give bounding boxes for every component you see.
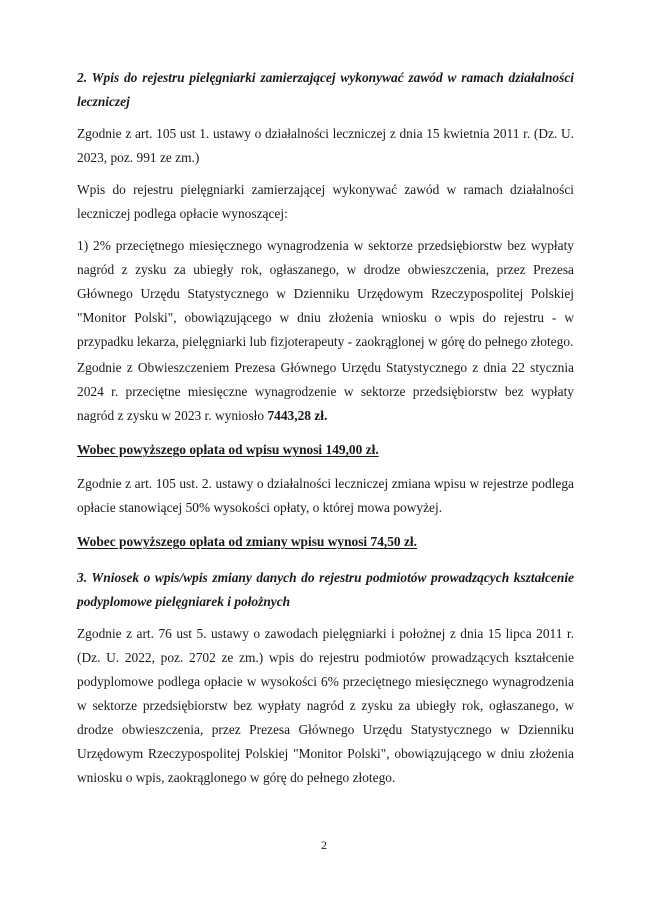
- average-salary-amount: 7443,28 zł.: [267, 408, 328, 423]
- change-fee-summary: Wobec powyższego opłata od zmiany wpisu wynosi 74,50 zł.: [77, 534, 417, 549]
- section-2-paragraph-fee-intro: Wpis do rejestru pielęgniarki zamierzającej wykonywać zawód w ramach działalności leczniczej podlega opłacie wynoszącej:: [77, 182, 574, 221]
- page-number: 2: [321, 838, 327, 852]
- section-2-paragraph-legal-basis: Zgodnie z art. 105 ust 1. ustawy o działalności leczniczej z dnia 15 kwietnia 2011 r. (Dz. U. 2023, poz. 991 ze zm.): [77, 126, 574, 165]
- section-2-paragraph-announcement: [77, 356, 574, 428]
- section-2-paragraph-fee-rule: 1) 2% przeciętnego miesięcznego wynagrodzenia w sektorze przedsiębiorstw bez wypłaty nagród z zysku za ubiegły rok, ogłaszanego, w drodze obwieszczenia, przez Prezesa Głównego Urzędu Statystycznego w Dzienniku Urzędowym Rzeczypospolitej Polskiej "Monitor Polski", obowiązującego w dniu złożenia wniosku o wpis do rejestru - w przypadku lekarza, pielęgniarki lub fizjoterapeuty - zaokrąglonej w górę do pełnego złotego.: [77, 238, 574, 349]
- section-2-heading: 2. Wpis do rejestru pielęgniarki zamierzającej wykonywać zawód w ramach działalności leczniczej: [77, 70, 574, 109]
- section-3-heading: 3. Wniosek o wpis/wpis zmiany danych do rejestru podmiotów prowadzących kształcenie podyplomowe pielęgniarek i położnych: [77, 570, 574, 609]
- section-3-paragraph-legal-basis: Zgodnie z art. 76 ust 5. ustawy o zawodach pielęgniarki i położnej z dnia 15 lipca 2011 r. (Dz. U. 2022, poz. 2702 ze zm.) wpis do rejestru podmiotów prowadzących kształcenie podyplomowe podlega opłacie w wysokości 6% przeciętnego miesięcznego wynagrodzenia w sektorze przedsiębiorstw bez wypłaty nagród z zysku za ubiegły rok, ogłaszanego, w drodze obwieszczenia, przez Prezesa Głównego Urzędu Statystycznego w Dzienniku Urzędowym Rzeczypospolitej Polskiej "Monitor Polski", obowiązującego w dniu złożenia wniosku o wpis, zaokrąglonego w górę do pełnego złotego.: [77, 626, 574, 785]
- announcement-text: Zgodnie z Obwieszczeniem Prezesa Głównego Urzędu Statystycznego z dnia 22 stycznia 2024 r. przeciętne miesięczne wynagrodzenie w sektorze przedsiębiorstw bez wypłaty nagród z zysku w 2023 r. wyniosło: [77, 360, 574, 423]
- entry-fee-summary: Wobec powyższego opłata od wpisu wynosi 149,00 zł.: [77, 442, 379, 457]
- section-2-paragraph-change-fee: Zgodnie z art. 105 ust. 2. ustawy o działalności leczniczej zmiana wpisu w rejestrze podlega opłacie stanowiącej 50% wysokości opłaty, o której mowa powyżej.: [77, 476, 574, 515]
